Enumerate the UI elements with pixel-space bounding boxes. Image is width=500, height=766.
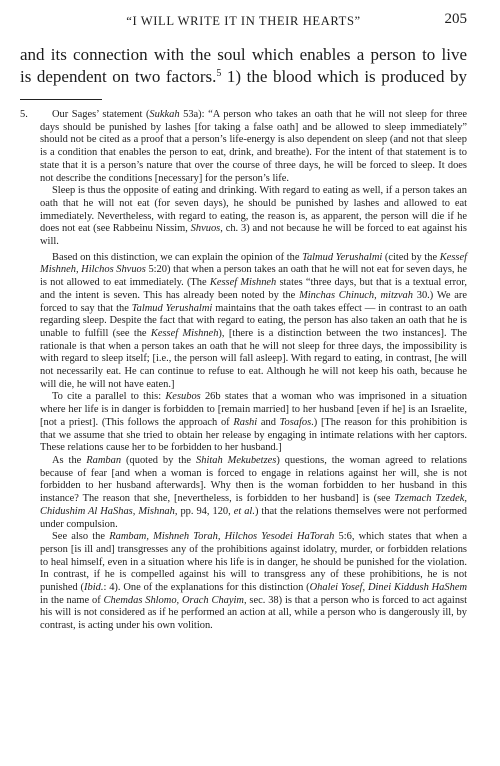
footnote-paragraph-5 bbox=[40, 455, 467, 531]
footnote-text-run: To cite a parallel to this: bbox=[52, 391, 166, 403]
italic-citation: Sukkah bbox=[149, 109, 180, 120]
page-number: 205 bbox=[444, 11, 467, 27]
footnote-number: 5. bbox=[20, 109, 28, 120]
italic-citation: Rambam, Mishneh Torah, Hilchos Yesodei HaTorah bbox=[109, 531, 335, 543]
italic-citation: Talmud Yerushalmi bbox=[302, 251, 383, 263]
italic-citation: Kesubos bbox=[165, 391, 201, 403]
body-line-2-tail: 1) the blood which is produced by bbox=[221, 67, 467, 86]
italic-citation: Shvuos bbox=[190, 223, 221, 235]
italic-citation: et al. bbox=[233, 505, 255, 517]
running-head-title: “I WILL WRITE IT IN THEIR HEARTS” bbox=[126, 14, 361, 28]
italic-citation: Ohalei Yosef, Dinei Kiddush HaShem bbox=[309, 582, 467, 594]
footnote-text-run: 30.) We are forced to say that the bbox=[40, 289, 467, 314]
footnote-text-run: ) that the relations themselves were not performed under compulsion. bbox=[40, 505, 467, 530]
footnote-text-run: and bbox=[257, 416, 280, 428]
italic-citation: Tosafos bbox=[279, 416, 312, 428]
footnote-text-run: 53a): “A person who takes an oath that he will not sleep for three days should be punished by lashes [for taking a false oath] and be allowed to sleep immediately” should not be cited as a proof that a person’s life-energy is also dependent on sleep (and not that sleep is a condition that enables the person to eat, drink, and breathe). For the intent of that statement is to state that it is a person’s nature that over the course of three days, he will be forced to sleep. It does not describe the conditions [necessary] for the person’s life. bbox=[40, 109, 467, 184]
running-head bbox=[20, 8, 467, 30]
footnote-paragraph-2 bbox=[40, 185, 467, 249]
footnote-text-run: Our Sages’ statement ( bbox=[52, 109, 150, 120]
italic-citation: Ramban bbox=[86, 454, 122, 466]
footnote-text-run: maintains that the oath takes effect — in contrast to an oath regarding sleep. Despite the fact that with regard to eating, the person has also taken an oath that he is unable to fulfill (see the bbox=[40, 302, 468, 339]
footnote-text-run: See also the bbox=[52, 531, 110, 543]
footnote-text-run: Sleep is thus the opposite of eating and drinking. With regard to eating as well, if a person takes an oath that he will not eat (for seven days), he should be punished by lashes and allowed to eat immediately. Nevertheless, with regard to eating, the reason is, as apparent, the person will die if he does not eat (see Rabbeinu Nissim, bbox=[40, 185, 467, 235]
footnote-text-run: 5:20) that when a person takes an oath that he will not eat for seven days, he is not allowed to eat immediately. (The bbox=[40, 264, 468, 289]
footnote-text-run: : 4). One of the explanations for this distinction ( bbox=[103, 582, 310, 594]
footnote-paragraph-4 bbox=[40, 391, 467, 455]
footnote-text-run: (cited by the bbox=[382, 251, 440, 263]
footnote-separator-rule bbox=[20, 99, 102, 100]
footnote-text-run: (quoted by the bbox=[121, 454, 197, 466]
footnote-reference[interactable]: 5 bbox=[216, 68, 222, 79]
footnote-text-run: ) questions, the woman agreed to relations because of fear [and when a woman is forced to engage in relations against her will, she is not forbidden to her husband afterwards]. Why then is the woman forbidden to her husband in this instance? The reason that she, [nevertheless, is forbidden to her husband] is (see bbox=[40, 454, 467, 505]
footnote-text-run: , sec. 38) is that a person who is forced to act against his will is not considered as if he performed an action at all, while a person who is dangerously ill, by contrast, is acting under his own volition. bbox=[40, 594, 467, 632]
footnote-paragraph-3 bbox=[40, 252, 467, 392]
footnote-text-run: As the bbox=[52, 454, 87, 466]
footnote-text-run: , ch. 3) and not because he will be forced to eat against his will. bbox=[40, 223, 467, 248]
footnote-text-run: 26b states that a woman who was imprisoned in a situation where her life is in danger is forbidden to [remain married] to her husband [even if he] is an Israelite, [not a priest]. (This follows the approach of bbox=[40, 391, 467, 428]
footnote-body bbox=[40, 109, 467, 633]
italic-citation: Minchas Chinuch, mitzvah bbox=[299, 289, 413, 301]
italic-citation: Tzemach Tzedek, Chidushim Al HaShas, Mishnah bbox=[40, 493, 467, 517]
italic-citation: Ibid. bbox=[84, 582, 104, 594]
italic-citation: Kessef Mishneh bbox=[150, 327, 219, 339]
footnote-5 bbox=[20, 109, 467, 633]
footnote-text-run: states “three days, but that is a textual error, and the intent is seven. This has already been noted by the bbox=[40, 277, 467, 301]
footnotes-section bbox=[20, 109, 467, 633]
footnote-text-run: , pp. 94, 120, bbox=[174, 505, 234, 517]
body-line-1: and its connection with the soul which enables a person to live bbox=[20, 45, 467, 64]
footnote-text-run: in the name of bbox=[40, 594, 104, 606]
italic-citation: Chemdas Shlomo, Orach Chayim bbox=[103, 594, 244, 606]
footnote-text-run: 5:6, which states that when a person [is ill and] transgresses any of the prohibitions against idolatry, murder, or forbidden relations to heal himself, even in a situation where his life is in danger, he should be punished for the violation. In contrast, if he is compelled against his will to transgress any of these prohibitions, he is not punished ( bbox=[40, 531, 467, 594]
italic-citation: Shitah Mekubetzes bbox=[196, 454, 277, 466]
body-line-2-text: is dependent on two factors. bbox=[20, 67, 217, 86]
body-line-2 bbox=[20, 66, 467, 88]
footnote-paragraph-1 bbox=[40, 109, 467, 185]
footnote-paragraph-6 bbox=[40, 531, 467, 633]
italic-citation: Kessef Mishneh bbox=[209, 277, 277, 289]
italic-citation: Kessef Mishneh, Hilchos Shvuos bbox=[40, 251, 467, 276]
italic-citation: Rashi bbox=[233, 416, 258, 428]
main-body-text bbox=[20, 44, 467, 88]
footnote-text-run: Based on this distinction, we can explain the opinion of the bbox=[52, 251, 303, 263]
italic-citation: Talmud Yerushalmi bbox=[131, 302, 213, 314]
footnote-text-run: .) [The reason for this prohibition is that we assume that she tried to obtain her release by engaging in intimate relations with her captors. These relations cause her to be forbidden to her husband.] bbox=[40, 416, 468, 454]
footnote-text-run: ), [there is a distinction between the two instances]. The rationale is that when a person takes an oath that he will not sleep for three days, the impossibility is with regard to sleep itself; [i.e., the person will fall asleep]. With regard to eating, in contrast, [he will not necessarily eat. He can continue to refuse to eat. Although he will not keep his oath, because he will die, he will not have eaten.] bbox=[40, 327, 467, 390]
